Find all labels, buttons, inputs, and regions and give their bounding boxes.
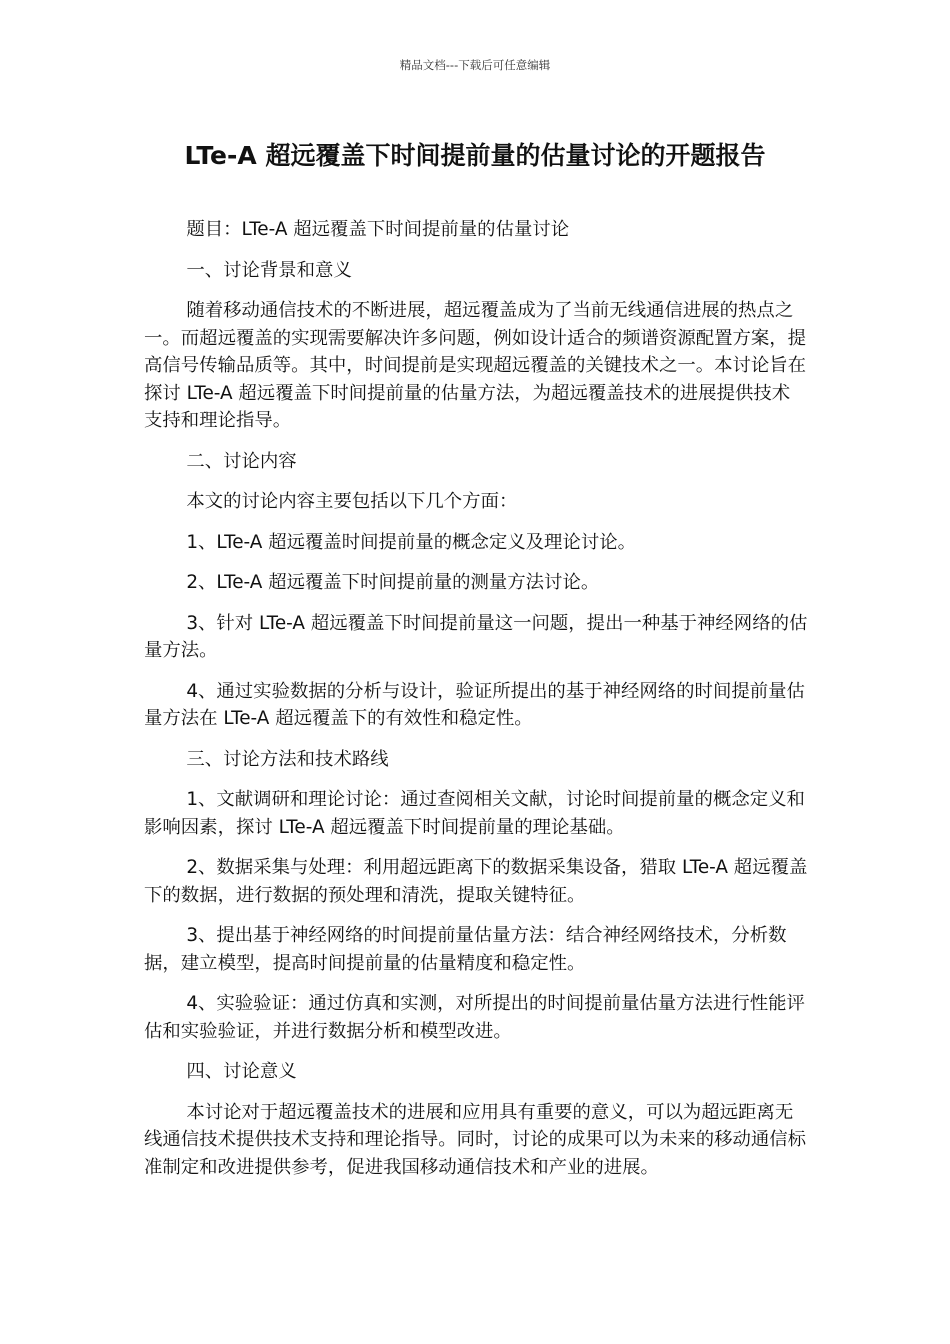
section-heading-background: 一、讨论背景和意义 xyxy=(186,259,352,281)
method-item-4: 4、实验验证：通过仿真和实测，对所提出的时间提前量估量方法进行性能评估和实验验证，并进行数据分析和模型改进。 xyxy=(144,993,805,1042)
document-body xyxy=(144,216,808,1194)
section-heading-methods: 三、讨论方法和技术路线 xyxy=(186,748,389,770)
content-item-4: 4、通过实验数据的分析与设计，验证所提出的基于神经网络的时间提前量估量方法在 LTe-A 超远覆盖下的有效性和稳定性。 xyxy=(144,680,805,729)
page-header: 精品文档---下载后可任意编辑 xyxy=(399,58,551,72)
content-item-1: 1、LTe-A 超远覆盖时间提前量的概念定义及理论讨论。 xyxy=(186,531,637,553)
content-item-2: 2、LTe-A 超远覆盖下时间提前量的测量方法讨论。 xyxy=(186,572,600,593)
method-item-1: 1、文献调研和理论讨论：通过查阅相关文献，讨论时间提前量的概念定义和影响因素，探讨 LTe-A 超远覆盖下时间提前量的理论基础。 xyxy=(144,789,805,838)
section-heading-significance: 四、讨论意义 xyxy=(186,1061,297,1082)
content-intro-paragraph: 本文的讨论内容主要包括以下几个方面： xyxy=(186,491,518,512)
subject-line: 题目：LTe-A 超远覆盖下时间提前量的估量讨论 xyxy=(186,219,570,240)
background-paragraph: 随着移动通信技术的不断进展，超远覆盖成为了当前无线通信进展的热点之一。而超远覆盖的实现需要解决许多问题，例如设计适合的频谱资源配置方案，提高信号传输品质等。其中，时间提前是实现超远覆盖的关键技术之一。本讨论旨在探讨 LTe-A 超远覆盖下时间提前量的估量方法，为超远覆盖技术的进展提供技术支持和理论指导。 xyxy=(144,300,807,431)
section-heading-content: 二、讨论内容 xyxy=(186,450,297,472)
method-item-3: 3、提出基于神经网络的时间提前量估量方法：结合神经网络技术，分析数据，建立模型，提高时间提前量的估量精度和稳定性。 xyxy=(144,925,787,974)
document-title: LTe-A 超远覆盖下时间提前量的估量讨论的开题报告 xyxy=(184,141,766,170)
significance-paragraph: 本讨论对于超远覆盖技术的进展和应用具有重要的意义，可以为超远距离无线通信技术提供技术支持和理论指导。同时，讨论的成果可以为未来的移动通信标准制定和改进提供参考，促进我国移动通信技术和产业的进展。 xyxy=(144,1101,807,1178)
content-item-3: 3、针对 LTe-A 超远覆盖下时间提前量这一问题，提出一种基于神经网络的估量方法。 xyxy=(144,612,808,661)
method-item-2: 2、数据采集与处理：利用超远距离下的数据采集设备，猎取 LTe-A 超远覆盖下的数据，进行数据的预处理和清洗，提取关键特征。 xyxy=(144,857,808,906)
